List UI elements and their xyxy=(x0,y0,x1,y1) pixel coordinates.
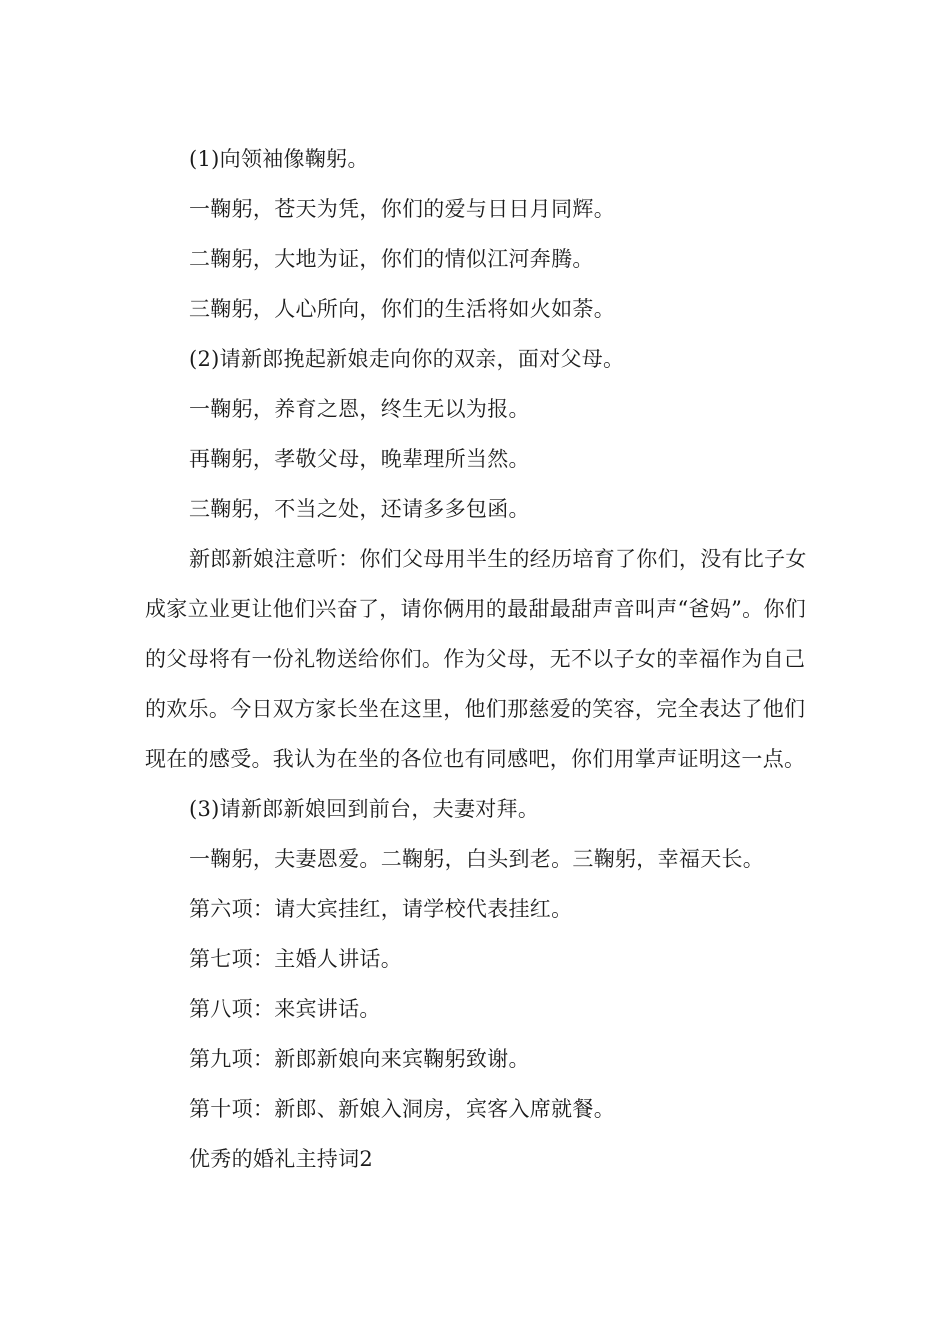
paragraph: 再鞠躬，孝敬父母，晚辈理所当然。 xyxy=(189,447,530,471)
paragraph: 一鞠躬，养育之恩，终生无以为报。 xyxy=(189,397,530,421)
paragraph: 三鞠躬，不当之处，还请多多包函。 xyxy=(189,497,530,521)
section-heading: 优秀的婚礼主持词2 xyxy=(189,1147,374,1171)
paragraph: 新郎新娘注意听：你们父母用半生的经历培育了你们，没有比子女成家立业更让他们兴奋了，请你俩用的最甜最甜声音叫声“爸妈”。你们的父母将有一份礼物送给你们。作为父母，无不以子女的幸福作为自己的欢乐。今日双方家长坐在这里，他们那慈爱的笑容，完全表达了他们现在的感受。我认为在坐的各位也有同感吧，你们用掌声证明这一点。 xyxy=(145,547,807,771)
paragraph: (2)请新郎挽起新娘走向你的双亲，面对父母。 xyxy=(189,347,625,371)
paragraph: (1)向领袖像鞠躬。 xyxy=(189,147,369,171)
paragraph: 一鞠躬，苍天为凭，你们的爱与日日月同辉。 xyxy=(189,197,615,221)
paragraph: 第十项：新郎、新娘入洞房，宾客入席就餐。 xyxy=(189,1097,615,1121)
paragraph: 第七项：主婚人讲话。 xyxy=(189,947,402,971)
paragraph: 三鞠躬，人心所向，你们的生活将如火如荼。 xyxy=(189,297,615,321)
paragraph: (3)请新郎新娘回到前台，夫妻对拜。 xyxy=(189,797,540,821)
paragraph: 第九项：新郎新娘向来宾鞠躬致谢。 xyxy=(189,1047,530,1071)
paragraph: 第八项：来宾讲话。 xyxy=(189,997,381,1021)
document-body xyxy=(145,134,810,1184)
paragraph: 一鞠躬，夫妻恩爱。二鞠躬，白头到老。三鞠躬，幸福天长。 xyxy=(189,847,765,871)
paragraph: 第六项：请大宾挂红，请学校代表挂红。 xyxy=(189,897,573,921)
paragraph: 二鞠躬，大地为证，你们的情似江河奔腾。 xyxy=(189,247,594,271)
